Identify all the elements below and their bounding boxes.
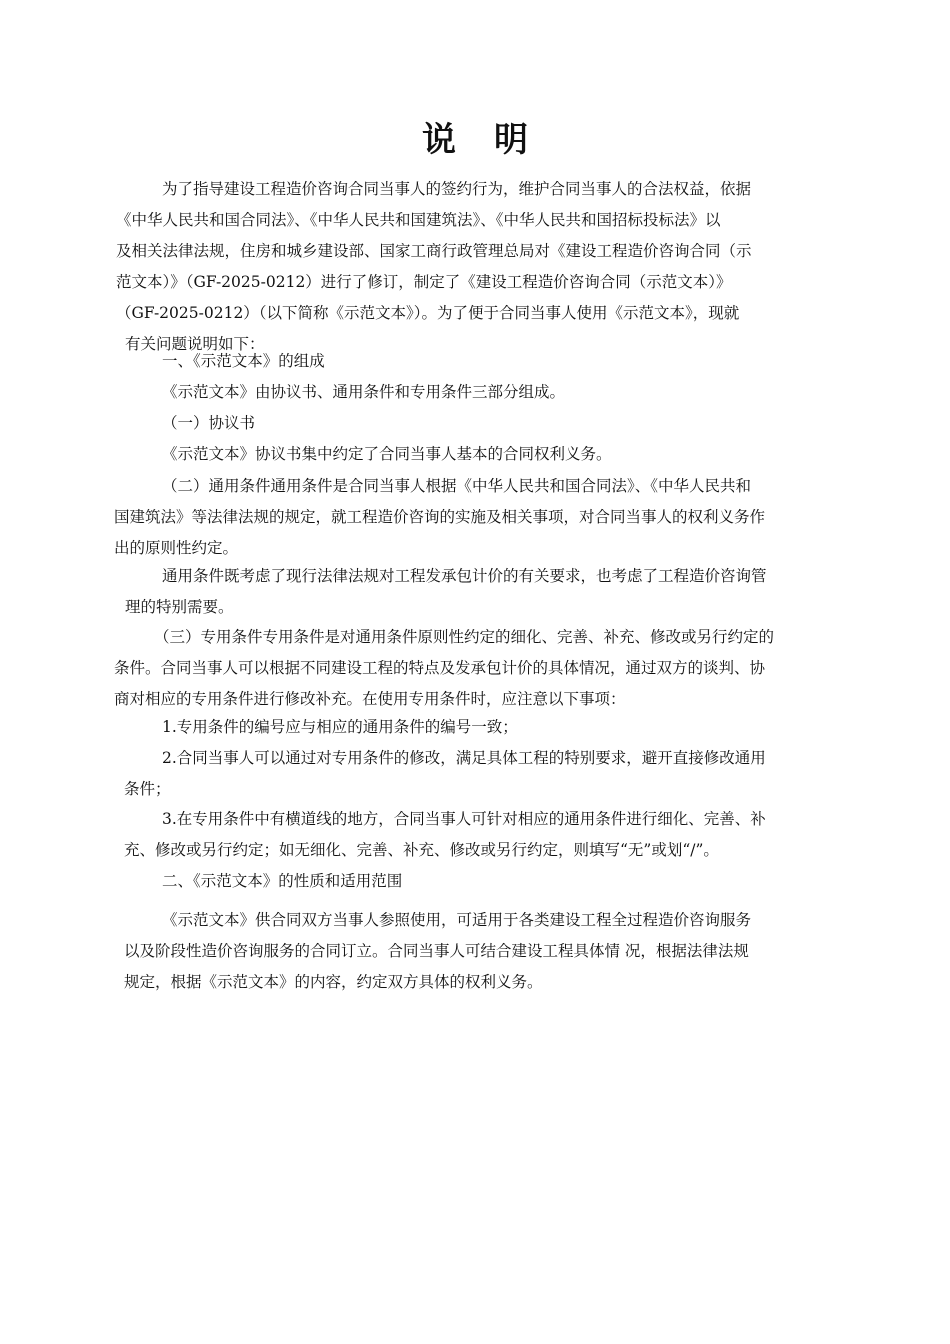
paragraph-line: 条件； (124, 780, 171, 798)
paragraph-line: 理的特别需要。 (125, 598, 234, 616)
paragraph-line: 3.在专用条件中有横道线的地方，合同当事人可针对相应的通用条件进行细化、完善、补 (162, 810, 766, 828)
section-heading-nature-scope (162, 866, 402, 897)
paragraph-line: 范文本）》（GF-2025-0212）进行了修订，制定了《建设工程造价咨询合同（示范文本）》 (116, 273, 732, 291)
paragraph-general-conditions (114, 471, 765, 564)
paragraph-line: （二）通用条件通用条件是合同当事人根据《中华人民共和国合同法》、《中华人民共和 (162, 477, 752, 495)
paragraph-line: 为了指导建设工程造价咨询合同当事人的签约行为，维护合同当事人的合法权益，依据 (162, 180, 752, 198)
paragraph-line: 及相关法律法规，住房和城乡建设部、国家工商行政管理总局对《建设工程造价咨询合同（示 (116, 242, 752, 260)
list-item-1 (162, 712, 518, 743)
section-heading-composition (162, 346, 325, 377)
paragraph-nature-scope (124, 905, 751, 998)
paragraph-line: 《示范文本》由协议书、通用条件和专用条件三部分组成。 (162, 383, 566, 401)
paragraph-line: 出的原则性约定。 (114, 539, 239, 557)
list-item-3 (124, 804, 766, 866)
paragraph-line: 有关问题说明如下： (125, 335, 265, 353)
paragraph-line: （GF-2025-0212）（以下简称《示范文本》）。为了便于合同当事人使用《示范文本》，现就 (116, 304, 740, 322)
paragraph-line: 《中华人民共和国合同法》、《中华人民共和国建筑法》、《中华人民共和国招标投标法》以 (116, 211, 721, 229)
paragraph-line: （一）协议书 (162, 414, 256, 432)
paragraph-line: 商对相应的专用条件进行修改补充。在使用专用条件时，应注意以下事项： (114, 690, 626, 708)
paragraph-line: 以及阶段性造价咨询服务的合同订立。合同当事人可结合建设工程具体情 况，根据法律法规 (124, 942, 749, 960)
paragraph-line: 充、修改或另行约定；如无细化、完善、补充、修改或另行约定，则填写“无”或划“/”。 (124, 841, 719, 859)
document-title: 说明 (422, 120, 566, 160)
paragraph-line: 规定，根据《示范文本》的内容，约定双方具体的权利义务。 (124, 973, 543, 991)
paragraph-agreement (162, 439, 612, 470)
paragraph-line: 1.专用条件的编号应与相应的通用条件的编号一致； (162, 718, 518, 736)
paragraph-general-conditions-scope (116, 561, 767, 623)
paragraph-line: 《示范文本》协议书集中约定了合同当事人基本的合同权利义务。 (162, 445, 612, 463)
paragraph-intro (116, 174, 816, 360)
paragraph-line: 条件。合同当事人可以根据不同建设工程的特点及发承包计价的具体情况，通过双方的谈判、协 (114, 659, 766, 677)
paragraph-line: 2.合同当事人可以通过对专用条件的修改，满足具体工程的特别要求，避开直接修改通用 (162, 749, 766, 767)
paragraph-line: 国建筑法》等法律法规的规定，就工程造价咨询的实施及相关事项，对合同当事人的权利义务作 (114, 508, 766, 526)
paragraph-line: 一、《示范文本》的组成 (162, 352, 325, 370)
paragraph-line: 二、《示范文本》的性质和适用范围 (162, 872, 403, 890)
paragraph-composition (162, 377, 565, 408)
paragraph-line: 《示范文本》供合同双方当事人参照使用，可适用于各类建设工程全过程造价咨询服务 (162, 911, 752, 929)
subheading-agreement (162, 408, 255, 439)
paragraph-line: 通用条件既考虑了现行法律法规对工程发承包计价的有关要求，也考虑了工程造价咨询管 (162, 567, 767, 585)
list-item-2 (124, 743, 766, 805)
paragraph-special-conditions (114, 622, 774, 715)
paragraph-line: （三）专用条件专用条件是对通用条件原则性约定的细化、完善、补充、修改或另行约定的 (154, 628, 775, 646)
